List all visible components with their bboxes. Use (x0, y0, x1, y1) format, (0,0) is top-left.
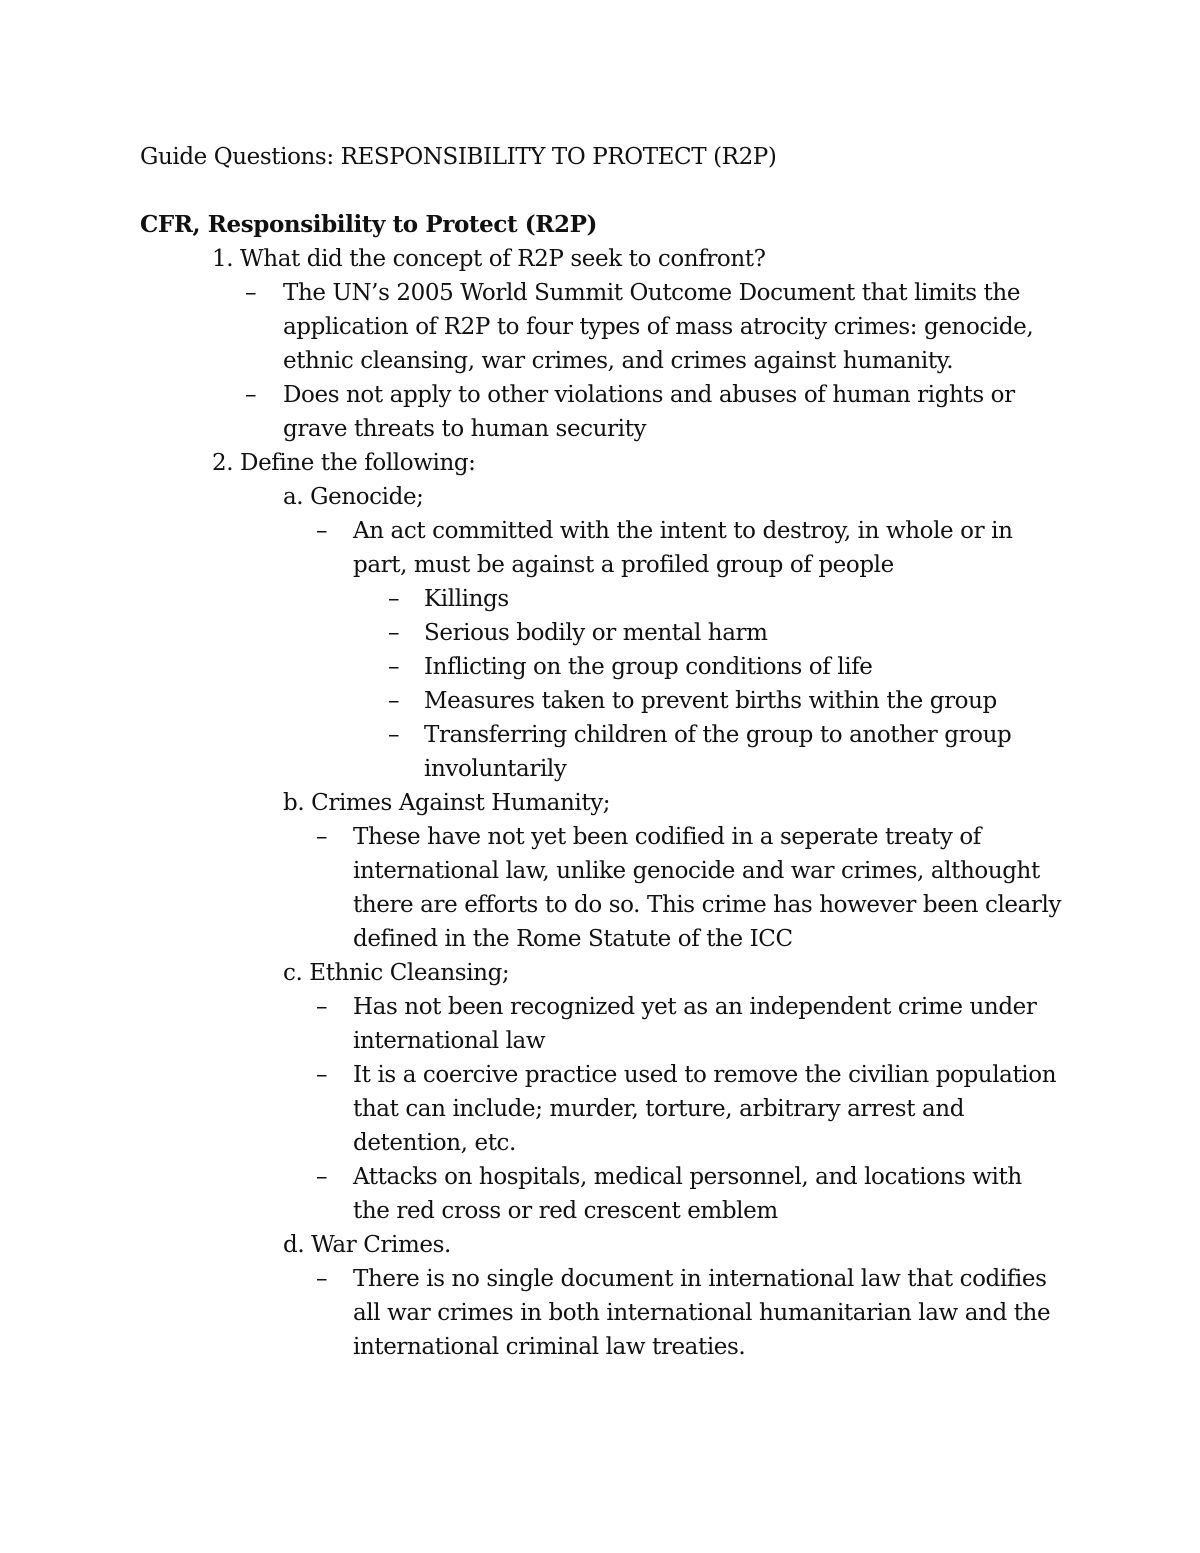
item-b-bullet-line-4: defined in the Rome Statute of the ICC (353, 926, 793, 952)
question-1: 1. What did the concept of R2P seek to confront? (212, 246, 766, 272)
bullet-dash: – (316, 824, 328, 850)
item-b-label: b. Crimes Against Humanity; (283, 790, 611, 816)
q1-bullet-1-line-2: application of R2P to four types of mass atrocity crimes: genocide, (283, 314, 1034, 340)
item-a-bullet-line-1: An act committed with the intent to destroy, in whole or in (353, 518, 1013, 544)
bullet-dash: – (388, 722, 400, 748)
item-d-bullet-line-1: There is no single document in international law that codifies (353, 1266, 1047, 1292)
bullet-dash: – (245, 382, 257, 408)
item-c-bullet-3-line-2: the red cross or red crescent emblem (353, 1198, 778, 1224)
item-c-bullet-1-line-1: Has not been recognized yet as an independent crime under (353, 994, 1037, 1020)
bullet-dash: – (316, 994, 328, 1020)
bullet-dash: – (316, 1062, 328, 1088)
item-b-bullet-line-2: international law, unlike genocide and war crimes, althought (353, 858, 1040, 884)
bullet-dash: – (316, 1164, 328, 1190)
bullet-dash: – (316, 1266, 328, 1292)
bullet-dash: – (388, 620, 400, 646)
document-title: Guide Questions: RESPONSIBILITY TO PROTECT (R2P) (140, 144, 777, 170)
genocide-act-5-cont: involuntarily (424, 756, 567, 782)
item-c-bullet-2-line-1: It is a coercive practice used to remove the civilian population (353, 1062, 1057, 1088)
bullet-dash: – (388, 688, 400, 714)
item-a-bullet-line-2: part, must be against a profiled group of people (353, 552, 894, 578)
genocide-act-5: Transferring children of the group to another group (424, 722, 1012, 748)
genocide-act-4: Measures taken to prevent births within the group (424, 688, 997, 714)
item-c-bullet-2-line-3: detention, etc. (353, 1130, 516, 1156)
item-b-bullet-line-3: there are efforts to do so. This crime has however been clearly (353, 892, 1062, 918)
item-c-bullet-1-line-2: international law (353, 1028, 546, 1054)
bullet-dash: – (316, 518, 328, 544)
q1-bullet-2-line-2: grave threats to human security (283, 416, 647, 442)
bullet-dash: – (388, 654, 400, 680)
item-c-label: c. Ethnic Cleansing; (283, 960, 510, 986)
bullet-dash: – (245, 280, 257, 306)
q1-bullet-1-line-1: The UN’s 2005 World Summit Outcome Document that limits the (283, 280, 1021, 306)
bullet-dash: – (388, 586, 400, 612)
item-d-bullet-line-3: international criminal law treaties. (353, 1334, 746, 1360)
item-c-bullet-2-line-2: that can include; murder, torture, arbitrary arrest and (353, 1096, 965, 1122)
genocide-act-2: Serious bodily or mental harm (424, 620, 768, 646)
item-c-bullet-3-line-1: Attacks on hospitals, medical personnel, and locations with (353, 1164, 1022, 1190)
item-d-label: d. War Crimes. (283, 1232, 451, 1258)
genocide-act-3: Inflicting on the group conditions of life (424, 654, 873, 680)
genocide-act-1: Killings (424, 586, 509, 612)
item-d-bullet-line-2: all war crimes in both international humanitarian law and the (353, 1300, 1051, 1326)
q1-bullet-2-line-1: Does not apply to other violations and abuses of human rights or (283, 382, 1015, 408)
question-2: 2. Define the following: (212, 450, 476, 476)
item-a-label: a. Genocide; (283, 484, 424, 510)
q1-bullet-1-line-3: ethnic cleansing, war crimes, and crimes against humanity. (283, 348, 954, 374)
item-b-bullet-line-1: These have not yet been codified in a seperate treaty of (353, 824, 981, 850)
section-heading: CFR, Responsibility to Protect (R2P) (140, 211, 597, 238)
